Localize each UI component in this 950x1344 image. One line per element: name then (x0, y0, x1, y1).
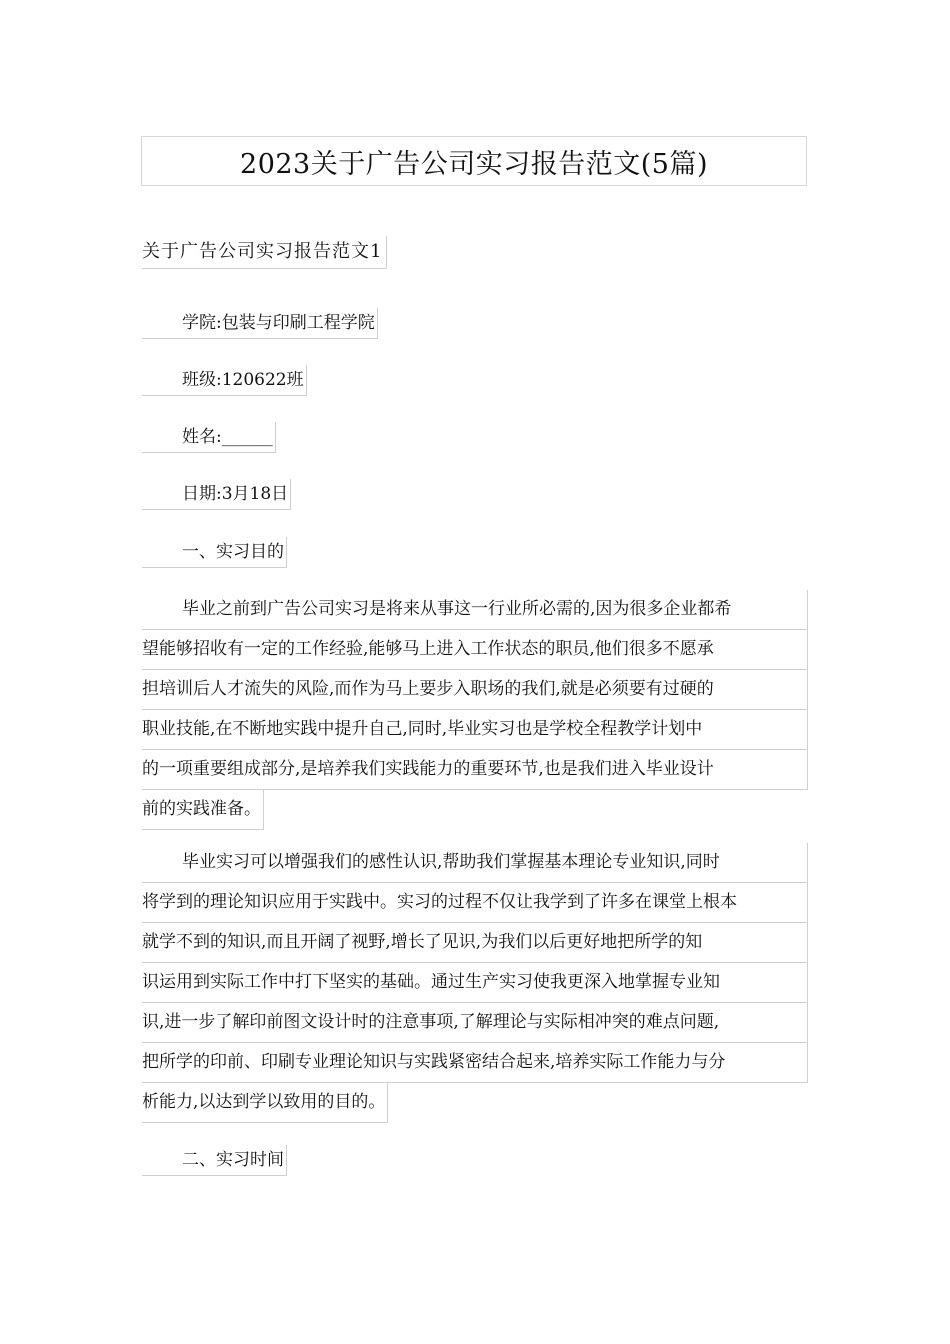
paragraph-line: 担培训后人才流失的风险,而作为马上要步入职场的我们,就是必须要有过硬的 (142, 670, 808, 710)
date-line: 日期:3月18日 (142, 479, 291, 510)
name-line: 姓名:______ (142, 422, 276, 453)
document-title: 2023关于广告公司实习报告范文(5篇) (141, 136, 807, 186)
paragraph-purpose-2 (142, 843, 808, 1127)
paragraph-line: 职业技能,在不断地实践中提升自己,同时,毕业实习也是学校全程教学计划中 (142, 710, 808, 750)
paragraph-line: 毕业之前到广告公司实习是将来从事这一行业所必需的,因为很多企业都希 (142, 590, 808, 630)
paragraph-line: 就学不到的知识,而且开阔了视野,增长了见识,为我们以后更好地把所学的知 (142, 923, 808, 963)
heading-internship-time: 二、实习时间 (142, 1145, 287, 1176)
section-heading: 关于广告公司实习报告范文1 (142, 236, 387, 269)
paragraph-line: 识,进一步了解印前图文设计时的注意事项,了解理论与实际相冲突的难点问题, (142, 1003, 808, 1043)
paragraph-line: 析能力,以达到学以致用的目的。 (142, 1083, 388, 1123)
paragraph-line: 毕业实习可以增强我们的感性认识,帮助我们掌握基本理论专业知识,同时 (142, 843, 808, 883)
paragraph-line: 望能够招收有一定的工作经验,能够马上进入工作状态的职员,他们很多不愿承 (142, 630, 808, 670)
paragraph-line: 将学到的理论知识应用于实践中。实习的过程不仅让我学到了许多在课堂上根本 (142, 883, 808, 923)
college-line: 学院:包装与印刷工程学院 (142, 308, 378, 339)
paragraph-line: 的一项重要组成部分,是培养我们实践能力的重要环节,也是我们进入毕业设计 (142, 750, 808, 790)
paragraph-line: 前的实践准备。 (142, 790, 264, 830)
paragraph-line: 识运用到实际工作中打下坚实的基础。通过生产实习使我更深入地掌握专业知 (142, 963, 808, 1003)
class-line: 班级:120622班 (142, 365, 307, 396)
paragraph-purpose-1 (142, 590, 808, 834)
paragraph-line: 把所学的印前、印刷专业理论知识与实践紧密结合起来,培养实际工作能力与分 (142, 1043, 808, 1083)
heading-internship-purpose: 一、实习目的 (142, 537, 287, 568)
